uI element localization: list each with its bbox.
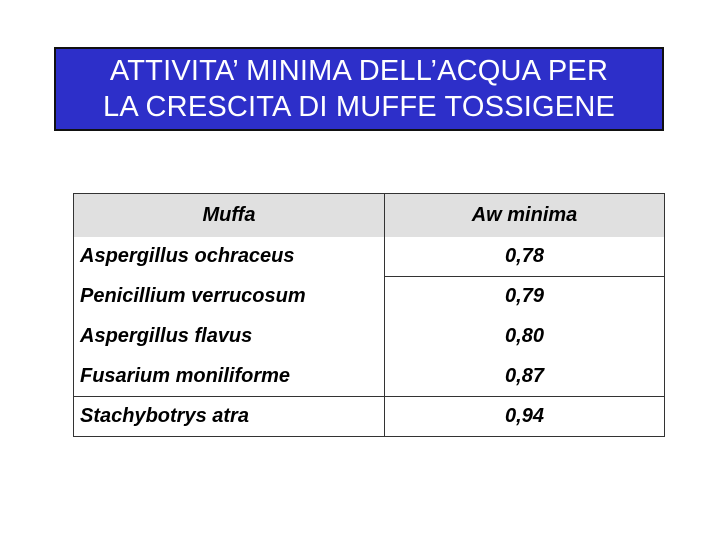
table-row	[74, 277, 665, 317]
aw-value-cell: 0,78	[505, 244, 544, 267]
table-row	[74, 397, 665, 437]
aw-value-cell: 0,87	[505, 364, 544, 387]
slide-title-line-1: ATTIVITA’ MINIMA DELL’ACQUA PER	[109, 55, 609, 87]
table-row	[74, 357, 665, 397]
water-activity-table	[73, 193, 665, 437]
aw-value-cell: 0,79	[385, 277, 665, 317]
table-header-row	[74, 194, 665, 237]
aw-value-cell: 0,94	[385, 397, 665, 437]
mold-name-cell: Aspergillus flavus	[74, 317, 385, 357]
table-row	[74, 317, 665, 357]
mold-name-cell: Stachybotrys atra	[74, 397, 385, 437]
table-row	[74, 237, 665, 277]
slide-title-line-2: LA CRESCITA DI MUFFE TOSSIGENE	[103, 91, 615, 123]
column-header-aw-min: Aw minima	[385, 194, 665, 237]
mold-name-cell: Fusarium moniliforme	[74, 357, 385, 397]
mold-name-cell: Aspergillus ochraceus	[74, 237, 385, 277]
mold-name-cell: Penicillium verrucosum	[74, 277, 385, 317]
column-header-mold: Muffa	[74, 194, 385, 237]
aw-value-cell: 0,80	[505, 325, 544, 347]
slide-title-box	[54, 47, 664, 131]
